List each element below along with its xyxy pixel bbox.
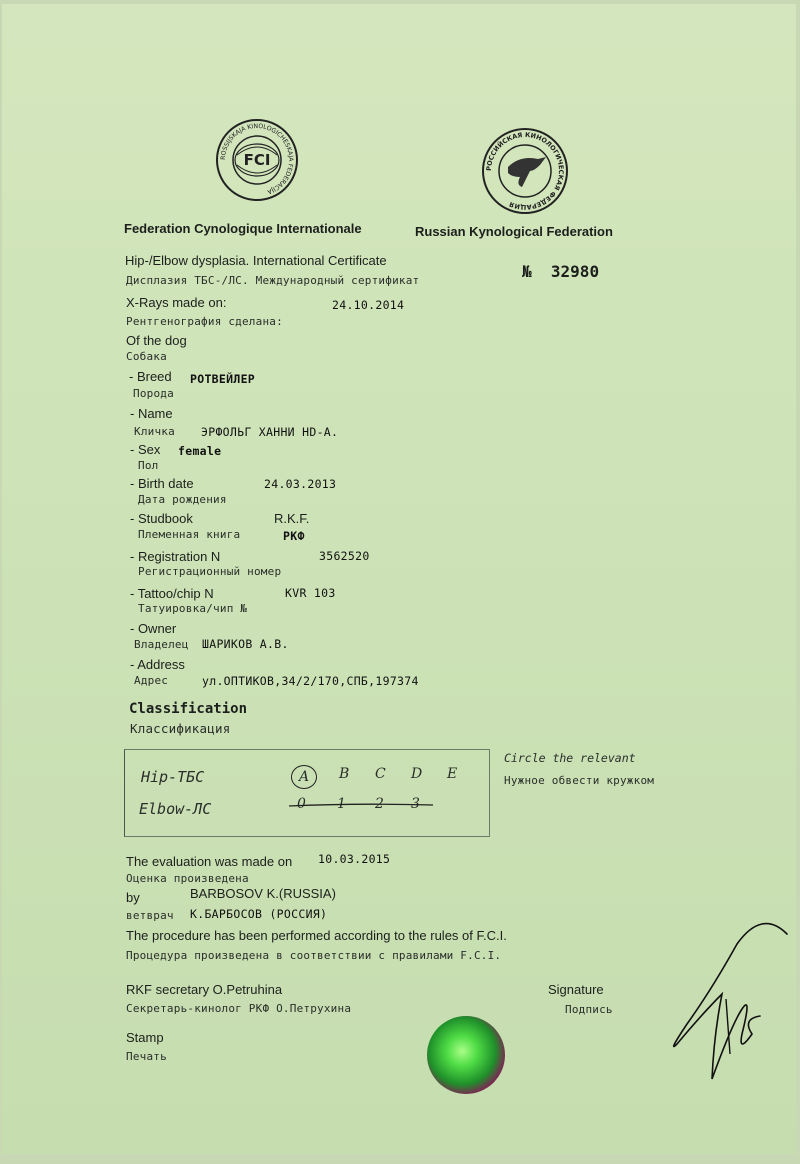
procedure-ru: Процедура произведена в соответствии с правилами F.C.I.	[126, 949, 502, 962]
classification-box	[124, 749, 490, 837]
address-label-ru: Адрес	[134, 674, 169, 687]
xray-date: 24.10.2014	[332, 298, 405, 312]
name-value: ЭРФОЛЬГ ХАННИ HD-A.	[201, 425, 339, 439]
tattoo-label-ru: Татуировка/чип №	[138, 602, 248, 615]
signature-label-en: Signature	[548, 982, 604, 997]
birth-label-en: - Birth date	[130, 476, 194, 491]
rkf-name: Russian Kynological Federation	[415, 224, 613, 239]
name-label-ru: Кличка	[134, 425, 175, 438]
vet-name-ru: К.БАРБОСОВ (РОССИЯ)	[190, 907, 328, 921]
breed-label-en: - Breed	[129, 369, 172, 384]
registration-label-ru: Регистрационный номер	[138, 565, 282, 578]
address-value: ул.ОПТИКОВ,34/2/170,СПБ,197374	[202, 674, 419, 688]
number-value: 32980	[550, 262, 600, 281]
fci-seal-icon	[215, 119, 299, 201]
hip-grade-c: C	[375, 766, 386, 782]
tattoo-value: KVR 103	[285, 586, 336, 600]
birth-value: 24.03.2013	[264, 477, 337, 491]
fci-seal-ring-text: ROSSIJSKAJA KINOLOGICHESKAJA FEDERACIJA	[219, 122, 295, 196]
certificate-number	[522, 262, 599, 281]
number-sign: №	[522, 262, 532, 281]
signature-scribble	[642, 904, 792, 1104]
dog-label-ru: Собака	[126, 350, 167, 363]
sex-label-ru: Пол	[138, 459, 159, 472]
procedure-en: The procedure has been performed according to the rules of F.C.I.	[126, 928, 507, 943]
elbow-grade-3: 3	[411, 796, 420, 812]
dog-label-en: Of the dog	[126, 333, 187, 348]
circle-note-en: Circle the relevant	[504, 751, 636, 765]
studbook-value: R.K.F.	[274, 511, 310, 526]
registration-label-en: - Registration N	[130, 549, 221, 564]
elbow-label: Elbow-ЛС	[139, 800, 212, 818]
breed-label-ru: Порода	[133, 387, 174, 400]
studbook-value-ru: РКФ	[283, 529, 305, 543]
stamp-label-ru: Печать	[126, 1050, 167, 1063]
owner-label-ru: Владелец	[134, 638, 189, 651]
stamp-label-en: Stamp	[126, 1030, 164, 1045]
classification-title-ru: Классификация	[130, 721, 231, 736]
owner-value: ШАРИКОВ А.В.	[202, 637, 289, 651]
sex-label-en: - Sex	[130, 442, 161, 457]
breed-value: РОТВЕЙЛЕР	[190, 372, 256, 386]
certificate-title-en: Hip-/Elbow dysplasia. International Certificate	[125, 253, 387, 268]
circle-note-ru: Нужное обвести кружком	[504, 774, 655, 787]
secretary-en: RKF secretary O.Petruhina	[126, 982, 283, 997]
xray-label-en: X-Rays made on:	[126, 295, 227, 310]
hip-grade-e: E	[447, 766, 458, 782]
hip-grade-d: D	[411, 766, 423, 782]
sex-value: female	[178, 444, 222, 458]
hip-grade-b: B	[339, 766, 350, 782]
elbow-strikethrough	[287, 798, 437, 812]
owner-label-en: - Owner	[130, 621, 177, 636]
fci-seal-center-text: FCI	[243, 151, 271, 169]
by-label-en: by	[126, 890, 140, 905]
studbook-label-en: - Studbook	[130, 511, 193, 526]
xray-label-ru: Рентгенография сделана:	[126, 315, 283, 328]
secretary-ru: Секретарь-кинолог РКФ О.Петрухина	[126, 1002, 352, 1015]
hip-grade-a-selected: A	[291, 765, 317, 789]
name-label-en: - Name	[130, 406, 173, 421]
certificate-page	[2, 4, 796, 1154]
signature-label-ru: Подпись	[565, 1003, 613, 1016]
elbow-grade-2: 2	[375, 796, 384, 812]
evaluation-date: 10.03.2015	[318, 852, 391, 866]
elbow-grade-1: 1	[337, 796, 346, 812]
studbook-label-ru: Племенная книга	[138, 528, 241, 541]
registration-value: 3562520	[319, 549, 370, 563]
rkf-seal-ring-text: РОССИЙСКАЯ КИНОЛОГИЧЕСКАЯ ФЕДЕРАЦИЯ	[484, 130, 566, 212]
vet-name-en: BARBOSOV K.(RUSSIA)	[190, 886, 336, 901]
evaluation-label-en: The evaluation was made on	[126, 854, 293, 869]
certificate-title-ru: Дисплазия ТБС-/ЛС. Международный сертификат	[126, 274, 420, 287]
birth-label-ru: Дата рождения	[138, 493, 227, 506]
rkf-seal-icon	[480, 127, 570, 215]
hologram-sticker-icon	[427, 1016, 505, 1094]
by-label-ru: ветврач	[126, 909, 174, 922]
address-label-en: - Address	[130, 657, 185, 672]
classification-title-en: Classification	[129, 701, 248, 717]
elbow-grade-0: 0	[297, 796, 306, 812]
tattoo-label-en: - Tattoo/chip N	[130, 586, 214, 601]
hip-label: Hip-ТБС	[141, 768, 205, 786]
evaluation-label-ru: Оценка произведена	[126, 872, 249, 885]
fci-name: Federation Cynologique Internationale	[124, 221, 362, 236]
